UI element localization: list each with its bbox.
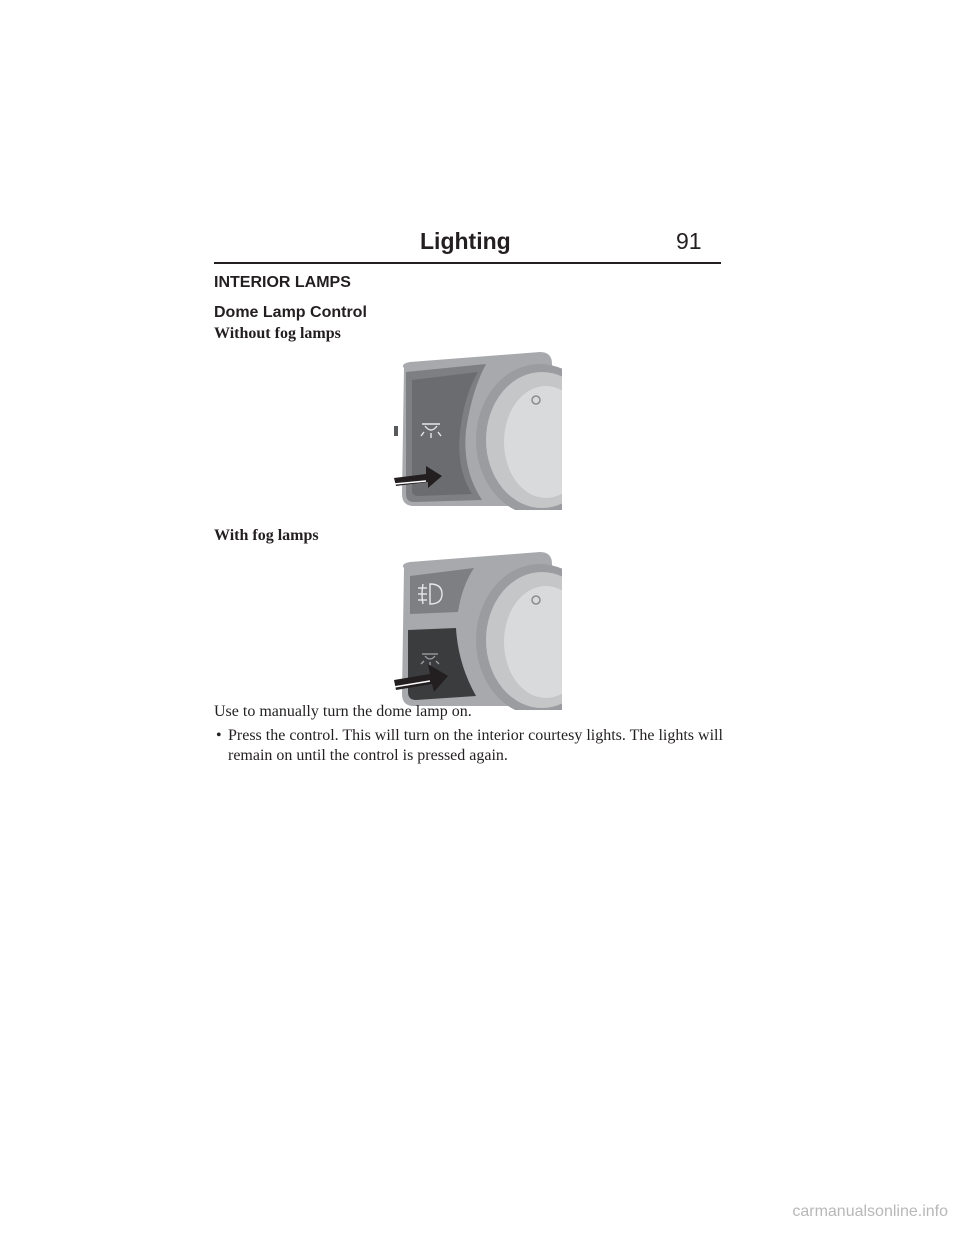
figure-caption-with-fog: With fog lamps (214, 527, 319, 544)
lighting-control-illustration (390, 350, 562, 510)
figure-caption-without-fog: Without fog lamps (214, 325, 341, 342)
bullet-item: Press the control. This will turn on the interior courtesy lights. The lights will remain on until the control is pressed again. (228, 727, 723, 764)
page-header-title: Lighting (420, 228, 511, 254)
subsection-title: Dome Lamp Control (214, 304, 367, 321)
bullet-marker: • (216, 727, 222, 744)
watermark: carmanualsonline.info (792, 1203, 948, 1220)
figure-with-fog-lamps (390, 550, 562, 710)
header-rule (214, 262, 721, 264)
section-title: INTERIOR LAMPS (214, 274, 351, 291)
lighting-control-illustration-fog (390, 550, 562, 710)
page-number: 91 (676, 228, 702, 254)
intro-paragraph: Use to manually turn the dome lamp on. (214, 703, 472, 720)
figure-without-fog-lamps (390, 350, 562, 510)
